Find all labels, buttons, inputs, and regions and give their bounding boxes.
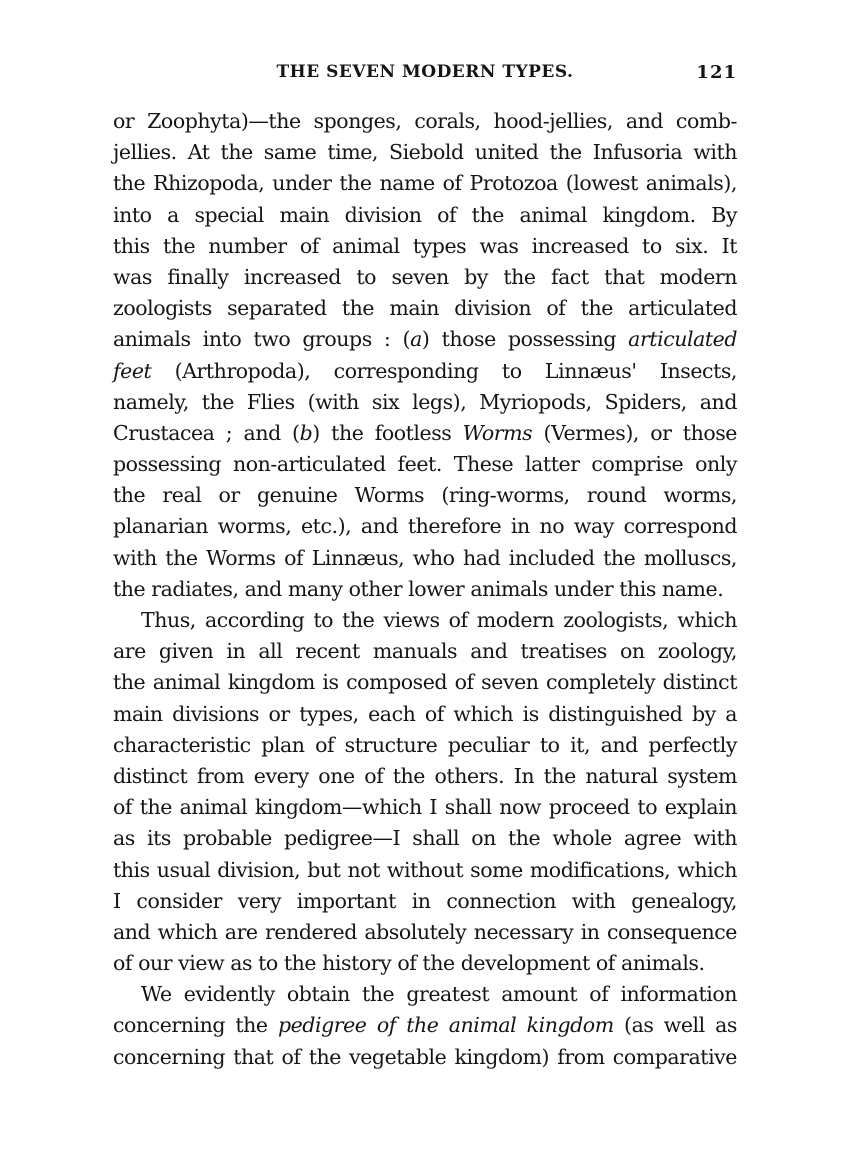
- text-line: [113, 168, 737, 199]
- text-line: [113, 636, 737, 667]
- text-line: [113, 387, 737, 418]
- text-line: [113, 730, 737, 761]
- text-segment: (as well as: [613, 1013, 737, 1038]
- text-segment: distinct from every one of the others. In the natural system: [113, 763, 737, 788]
- text-line: [113, 480, 737, 511]
- text-segment: concerning the: [113, 1013, 278, 1038]
- text-line: [113, 1042, 737, 1073]
- italic-text: feet: [113, 358, 152, 383]
- text-segment: as its probable pedigree—I shall on the whole agree with: [113, 826, 737, 851]
- text-segment: planarian worms, etc.), and therefore in no way correspond: [113, 514, 737, 539]
- italic-text: Worms: [462, 420, 533, 445]
- text-line: [113, 886, 737, 917]
- text-segment: are given in all recent manuals and treatises on zoology,: [113, 639, 737, 664]
- text-line: [113, 137, 737, 168]
- text-line: [113, 106, 737, 137]
- text-segment: ) the footless: [312, 420, 463, 445]
- text-segment: or Zoophyta)—the sponges, corals, hood-jellies, and comb-: [113, 109, 737, 133]
- text-segment: into a special main division of the animal kingdom. By: [113, 202, 737, 227]
- page-number: 121: [696, 62, 737, 83]
- italic-text: articulated: [628, 327, 737, 352]
- text-segment: with the Worms of Linnæus, who had included the molluscs,: [113, 545, 737, 570]
- text-segment: concerning that of the vegetable kingdom) from comparative: [113, 1044, 737, 1069]
- text-segment: the Rhizopoda, under the name of Protozoa (lowest animals),: [113, 171, 737, 196]
- italic-text: b: [299, 420, 313, 445]
- text-segment: of our view as to the history of the development of animals.: [113, 951, 705, 976]
- text-line: [113, 356, 737, 387]
- text-segment: (Vermes), or those: [532, 420, 737, 445]
- text-line: [113, 979, 737, 1010]
- text-segment: namely, the Flies (with six legs), Myriopods, Spiders, and: [113, 389, 737, 414]
- text-segment: possessing non-articulated feet. These latter comprise only: [113, 452, 737, 477]
- text-segment: I consider very important in connection with genealogy,: [113, 888, 737, 913]
- text-segment: ) those possessing: [421, 327, 629, 352]
- text-line: [113, 262, 737, 293]
- running-head-title: THE SEVEN MODERN TYPES.: [276, 62, 574, 82]
- text-line: [113, 324, 737, 355]
- text-segment: characteristic plan of structure peculiar to it, and perfectly: [113, 732, 737, 757]
- italic-text: pedigree of the animal kingdom: [277, 1013, 614, 1038]
- text-line: [113, 667, 737, 698]
- text-segment: this usual division, but not without some modifications, which: [113, 857, 737, 882]
- text-line: [113, 855, 737, 886]
- text-segment: jellies. At the same time, Siebold united the Infusoria with: [113, 140, 737, 165]
- text-segment: the real or genuine Worms (ring-worms, round worms,: [113, 483, 737, 508]
- text-segment: zoologists separated the main division of the articulated: [113, 296, 737, 321]
- text-line: [113, 917, 737, 948]
- text-segment: was finally increased to seven by the fact that modern: [113, 264, 737, 289]
- text-line: [113, 1010, 737, 1041]
- text-segment: the animal kingdom is composed of seven completely distinct: [113, 670, 737, 695]
- text-line: [113, 511, 737, 542]
- body-text: [113, 106, 737, 1073]
- italic-text: a: [410, 327, 422, 352]
- text-line: [113, 200, 737, 231]
- text-segment: (Arthropoda), corresponding to Linnæus' Insects,: [151, 358, 737, 383]
- text-line: [113, 418, 737, 449]
- text-segment: We evidently obtain the greatest amount of information: [141, 982, 737, 1007]
- text-segment: and which are rendered absolutely necessary in consequence: [113, 919, 737, 944]
- text-line: [113, 231, 737, 262]
- text-line: [113, 574, 737, 605]
- text-line: [113, 605, 737, 636]
- text-segment: animals into two groups : (: [113, 327, 411, 352]
- text-segment: Crustacea ; and (: [113, 420, 300, 445]
- text-line: [113, 293, 737, 324]
- running-head: [113, 62, 737, 90]
- text-line: [113, 823, 737, 854]
- text-segment: this the number of animal types was increased to six. It: [113, 233, 737, 258]
- text-line: [113, 543, 737, 574]
- text-line: [113, 761, 737, 792]
- text-line: [113, 449, 737, 480]
- text-segment: the radiates, and many other lower animals under this name.: [113, 576, 724, 601]
- text-segment: of the animal kingdom—which I shall now proceed to explain: [113, 795, 737, 820]
- text-line: [113, 948, 737, 979]
- text-line: [113, 699, 737, 730]
- text-segment: Thus, according to the views of modern zoologists, which: [141, 608, 737, 632]
- text-line: [113, 792, 737, 823]
- text-segment: main divisions or types, each of which is distinguished by a: [113, 701, 737, 726]
